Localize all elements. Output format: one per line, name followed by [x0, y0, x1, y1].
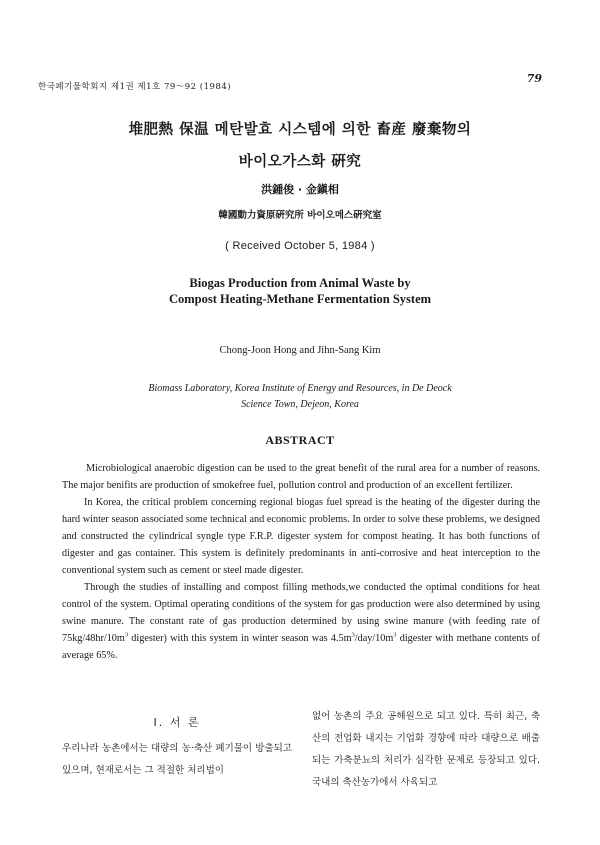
korean-authors: 洪鍾俊 · 金鎭相 [261, 183, 339, 196]
superscript-3c: 3 [393, 631, 397, 639]
journal-reference: 한국폐기물학회지 제1권 제1호 79～92 (1984) [38, 82, 232, 92]
intro-left-text: 우리나라 농촌에서는 대량의 농·축산 폐기물이 방출되고 있으며, 현재로서는 그 적절한 처리법이 [62, 743, 292, 776]
received-date: ( Received October 5, 1984 ) [225, 240, 375, 252]
intro-heading: I. 서 론 [153, 716, 201, 729]
abstract-p3-part-d: digester with methane contents of average 65%. [62, 633, 540, 661]
superscript-3b: 3 [351, 631, 355, 639]
korean-title-line1: 堆肥熱 保温 메탄발효 시스템에 의한 畜産 廢棄物의 [128, 122, 472, 138]
english-affiliation [0, 381, 600, 413]
page-number: 79 [526, 72, 542, 85]
english-title-line2: Compost Heating-Methane Fermentation System [168, 292, 432, 306]
english-authors: Chong-Joon Hong and Jihn-Sang Kim [219, 345, 381, 356]
intro-left-column [62, 712, 292, 782]
abstract-paragraph-3 [62, 579, 540, 664]
korean-affiliation: 韓國動力資原硏究所 바이오메스硏究室 [218, 210, 382, 221]
korean-title-line2: 바이오가스화 硏究 [238, 154, 362, 170]
abstract-p3-part-c: /day/10m [354, 633, 394, 644]
abstract-p3-part-a: Through the studies of installing and compost filling methods,we conducted the optimal conditions for heat control of the system. Optimal operating conditions of the system for gas production were also determined by using swine manure. The constant rate of gas production determined by using swine manure (with feeding rate of 75kg/48hr/10m [62, 582, 540, 644]
english-affiliation-line2: Science Town, Dejeon, Korea [241, 399, 359, 410]
abstract-heading: ABSTRACT [265, 433, 335, 447]
abstract-p3-part-b: digester) with this system in winter season was 4.5m [128, 633, 352, 644]
english-title-line1: Biogas Production from Animal Waste by [189, 276, 411, 290]
intro-right-text: 없어 농촌의 주요 공해원으로 되고 있다. 특히 최근, 축산의 전업화 내지는 기업화 경향에 따라 대량으로 배출되는 가축분뇨의 처리가 심각한 문제로 등장되고 있다. 국내의 축산농가에서 사육되고 [312, 711, 540, 788]
english-title [0, 275, 600, 307]
abstract-paragraph-2: In Korea, the critical problem concerning regional biogas fuel spread is the heating of the digester during the hard winter season associated some technical and economic problems. In order to solve these problems, we designed and constructed the cylindrical syngle type F.R.P. digester system for compost heating. It has both functions of digester and gas container. This system is definitely predominants in anti-corrosive and heat interception to the conventional system such as cement or steel made digester. [62, 497, 540, 576]
intro-right-column [312, 706, 540, 794]
superscript-3a: 3 [124, 631, 129, 639]
english-affiliation-line1: Biomass Laboratory, Korea Institute of Energy and Resources, in De Deock [148, 383, 452, 394]
abstract-body [62, 460, 540, 664]
abstract-paragraph-1: Microbiological anaerobic digestion can be used to the great benefit of the rural area for a number of reasons. The major benifits are production of smokefree fuel, pollution control and production of an excellent fertilizer. [62, 463, 540, 491]
